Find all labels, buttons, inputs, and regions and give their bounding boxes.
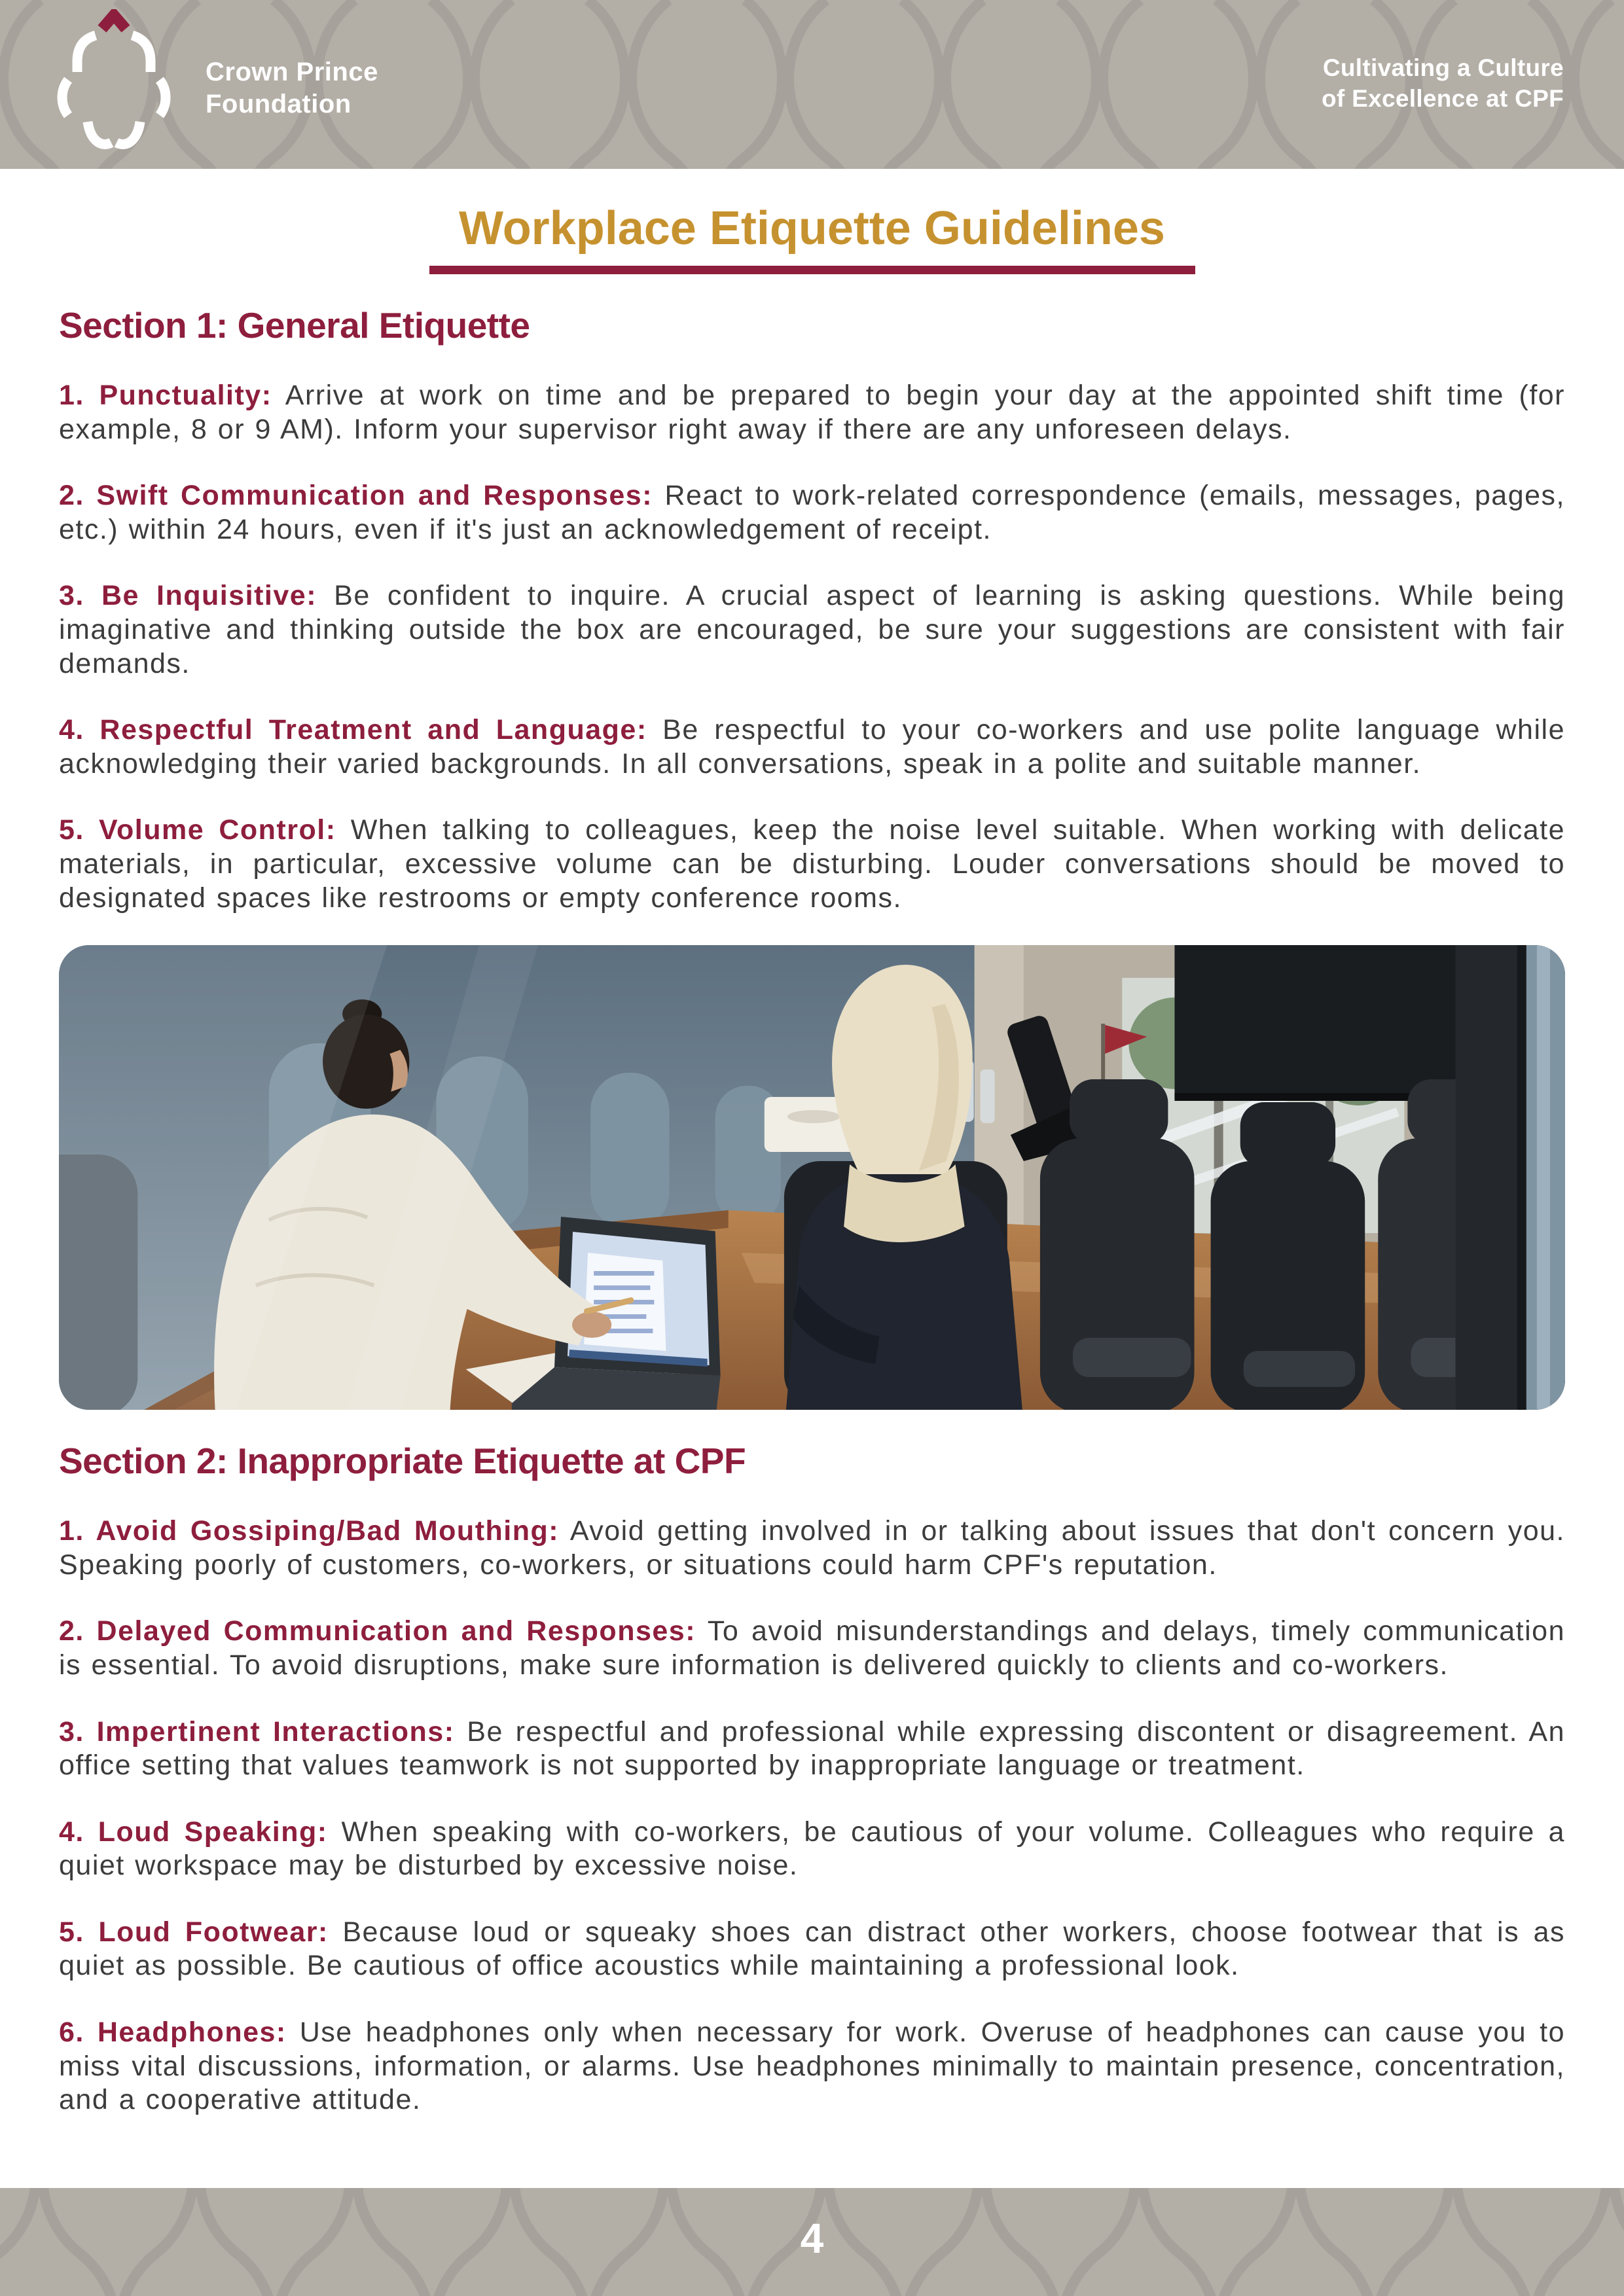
crown-prince-foundation-logo-icon — [48, 9, 179, 154]
section1-heading: Section 1: General Etiquette — [59, 305, 530, 346]
guideline-item — [59, 814, 1565, 915]
org-name — [206, 56, 378, 120]
item-text: Use headphones only when necessary for work. Overuse of headphones can cause you to miss vital discussions, information, or alarms. Use headphones minimally to maintain presence, concentration, and a cooperative attitude. — [59, 2017, 1565, 2116]
guideline-item — [59, 479, 1565, 547]
item-label: 3. Be Inquisitive: — [59, 580, 317, 612]
item-label: 5. Loud Footwear: — [59, 1916, 329, 1948]
document-content — [59, 169, 1565, 2117]
guideline-item — [59, 1615, 1565, 1682]
item-text: To avoid misunderstandings and delays, timely communication is essential. To avoid disruptions, make sure information is delivered quickly to clients and co-workers. — [59, 1615, 1565, 1681]
item-label: 2. Delayed Communication and Responses: — [59, 1615, 696, 1647]
guideline-item — [59, 2016, 1565, 2117]
glass-partition-frame — [1456, 945, 1565, 1410]
item-text: When talking to colleagues, keep the noise level suitable. When working with delicate materials, in particular, excessive volume can be disturbing. Louder conversations should be moved to designated spaces like restrooms or empty conference rooms. — [59, 814, 1565, 914]
section2-heading: Section 2: Inappropriate Etiquette at CPF — [59, 1441, 746, 1482]
guideline-item — [59, 579, 1565, 681]
item-label: 4. Loud Speaking: — [59, 1816, 328, 1848]
guideline-item — [59, 379, 1565, 446]
item-text: Be respectful to your co-workers and use polite language while acknowledging their varied backgrounds. In all conversations, speak in a polite and suitable manner. — [59, 714, 1565, 780]
header-tagline — [1322, 52, 1564, 115]
item-label: 3. Impertinent Interactions: — [59, 1715, 455, 1748]
item-label: 1. Avoid Gossiping/Bad Mouthing: — [59, 1515, 560, 1547]
item-text: Avoid getting involved in or talking about issues that don't concern you. Speaking poorly of customers, co-workers, or situations could harm CPF's reputation. — [59, 1515, 1566, 1581]
page-footer-band — [0, 2188, 1624, 2296]
guideline-item — [59, 1916, 1565, 1983]
item-label: 1. Punctuality: — [59, 380, 272, 411]
item-text: Be confident to inquire. A crucial aspect of learning is asking questions. While being imaginative and thinking outside the box are encouraged, be sure your suggestions are consistent with fair demands. — [59, 580, 1565, 679]
item-label: 5. Volume Control: — [59, 814, 336, 846]
item-text: When speaking with co-workers, be cautious of your volume. Colleagues who require a quiet workspace may be disturbed by excessive noise. — [59, 1816, 1565, 1882]
item-label: 4. Respectful Treatment and Language: — [59, 714, 647, 746]
guideline-item — [59, 1715, 1565, 1783]
page-title: Workplace Etiquette Guidelines — [459, 202, 1165, 255]
item-text: React to work-related correspondence (emails, messages, pages, etc.) within 24 hours, even if it's just an acknowledgement of receipt. — [59, 480, 1565, 545]
tv-screen — [1174, 945, 1456, 1101]
item-text: Because loud or squeaky shoes can distract other workers, choose footwear that is as quiet as possible. Be cautious of office acoustics while maintaining a professional look. — [59, 1916, 1565, 1982]
tagline-line1: Cultivating a Culture — [1322, 54, 1564, 81]
guideline-item — [59, 1515, 1565, 1582]
tagline-line2: of Excellence at CPF — [1322, 85, 1564, 113]
org-name-line1: Crown Prince — [206, 58, 378, 86]
page-header-band — [0, 0, 1624, 169]
item-text: Arrive at work on time and be prepared to begin your day at the appointed shift time (for example, 8 or 9 AM). Inform your supervisor right away if there are any unforeseen delays. — [59, 380, 1566, 445]
office-meeting-photo — [59, 945, 1565, 1410]
title-underline — [429, 266, 1195, 274]
guideline-item — [59, 1816, 1565, 1883]
item-label: 2. Swift Communication and Responses: — [59, 480, 653, 512]
item-label: 6. Headphones: — [59, 2017, 287, 2049]
item-text: Be respectful and professional while expressing discontent or disagreement. An office setting that values teamwork is not supported by inappropriate language or treatment. — [59, 1715, 1565, 1782]
org-name-line2: Foundation — [206, 89, 352, 118]
guideline-item — [59, 713, 1565, 781]
page-number: 4 — [800, 2215, 824, 2262]
